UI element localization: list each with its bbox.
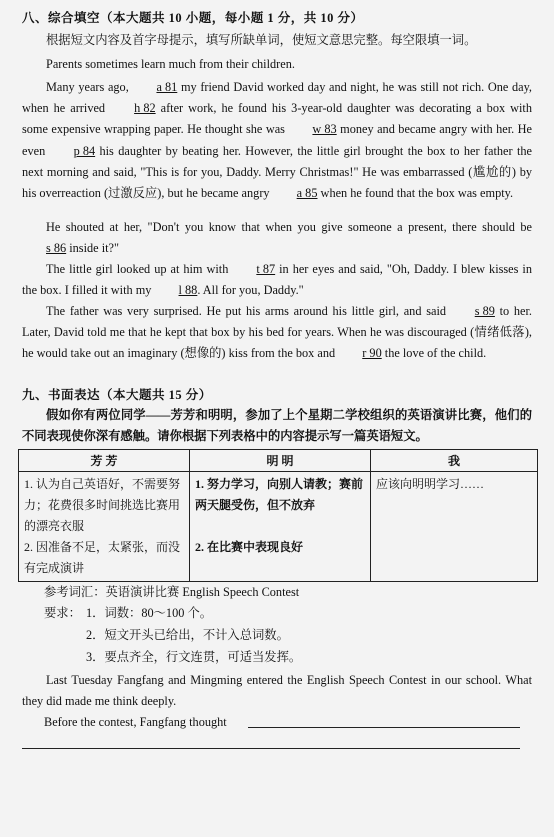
fangfang-cell <box>19 472 190 582</box>
requirement-1: 1．词数：80～100 个。 <box>86 606 213 620</box>
requirements-label: 要求： <box>44 606 81 620</box>
answer-line-2[interactable] <box>22 748 520 749</box>
passage-paragraph-2: He shouted at her, "Don't you know that when you give someone a present, there should be s 86 inside it?" <box>22 217 532 259</box>
blank-84: p 84 <box>73 143 96 158</box>
vocab-hint: 参考词汇：英语演讲比赛 English Speech Contest <box>44 585 300 599</box>
me-point-1: 应该向明明学习…… <box>376 477 485 491</box>
essay-opening: Last Tuesday Fangfang and Mingming entered the English Speech Contest in our school. What they did made me think deeply. <box>22 673 532 709</box>
passage-paragraph-4: The father was very surprised. He put his arms around his little girl, and said s 89 to her. Later, David told me that he kept that box by his bed for years. When he was discouraged (情绪低落), he would take out an imaginary (想像的) kiss from the box and r 90 the love of the child. <box>22 301 532 365</box>
blank-83: w 83 <box>312 122 337 137</box>
header-fangfang: 芳 芳 <box>19 450 190 472</box>
header-mingming: 明 明 <box>190 450 371 472</box>
mingming-point-2: 2. 在比赛中表现良好 <box>195 540 304 554</box>
blank-87: t 87 <box>256 262 276 276</box>
writing-prompt: 假如你有两位同学——芳芳和明明，参加了上个星期二学校组织的英语演讲比赛，他们的不同表现使你深有感触。请你根据下列表格中的内容提示写一篇英语短文。 <box>22 408 532 444</box>
header-me: 我 <box>371 450 538 472</box>
mingming-point-1: 1. 努力学习，向别人请教；赛前两天腿受伤，但不放弃 <box>195 477 364 512</box>
blank-90: r 90 <box>362 346 382 361</box>
essay-start: Before the contest, Fangfang thought <box>44 715 227 729</box>
blank-89: s 89 <box>474 304 495 318</box>
section-8-instruction: 根据短文内容及首字母提示，填写所缺单词，使短文意思完整。每空限填一词。 <box>46 33 477 47</box>
fangfang-point-2: 2. 因准备不足，太紧张，而没有完成演讲 <box>24 540 181 575</box>
blank-85: a 85 <box>296 186 318 201</box>
blank-81: a 81 <box>156 80 178 94</box>
fangfang-point-1: 1. 认为自己英语好，不需要努力；花费很多时间挑选比赛用的漂亮衣服 <box>24 477 181 533</box>
passage-paragraph-3: The little girl looked up at him with t 87 in her eyes and said, "Oh, Daddy. I blew kisses in the box. I filled it with my l 88. All for you, Daddy." <box>22 259 532 301</box>
passage-title: Parents sometimes learn much from their children. <box>46 57 295 71</box>
blank-88: l 88 <box>178 283 198 298</box>
section-8-title: 八、综合填空（本大题共 10 小题，每小题 1 分，共 10 分） <box>22 11 364 25</box>
mingming-cell <box>190 472 371 582</box>
passage-paragraph-1: Many years ago, a 81 my friend David worked day and night, he was still not rich. One day, when he arrived h 82 after work, he found his 3-year-old daughter was decorating a box with some expensive wrapping paper. He thought she was w 83 money and became angry with her. He even p 84 his daughter by beating her. However, the little girl brought the box to her father the next morning and said, "This is for you, Daddy. Merry Christmas!" He was embarrassed (尴尬的) by his overreaction (过激反应), but he became angry a 85 when he found that the box was empty. <box>22 77 532 204</box>
hints-table <box>18 449 538 582</box>
requirement-2: 2．短文开头已给出，不计入总词数。 <box>86 628 289 642</box>
me-cell <box>371 472 538 582</box>
section-9-title: 九、书面表达（本大题共 15 分） <box>22 388 212 402</box>
requirement-3: 3．要点齐全，行文连贯，可适当发挥。 <box>86 650 302 664</box>
blank-86: s 86 <box>46 241 67 256</box>
blank-82: h 82 <box>134 101 156 116</box>
answer-line-1[interactable] <box>248 727 520 728</box>
